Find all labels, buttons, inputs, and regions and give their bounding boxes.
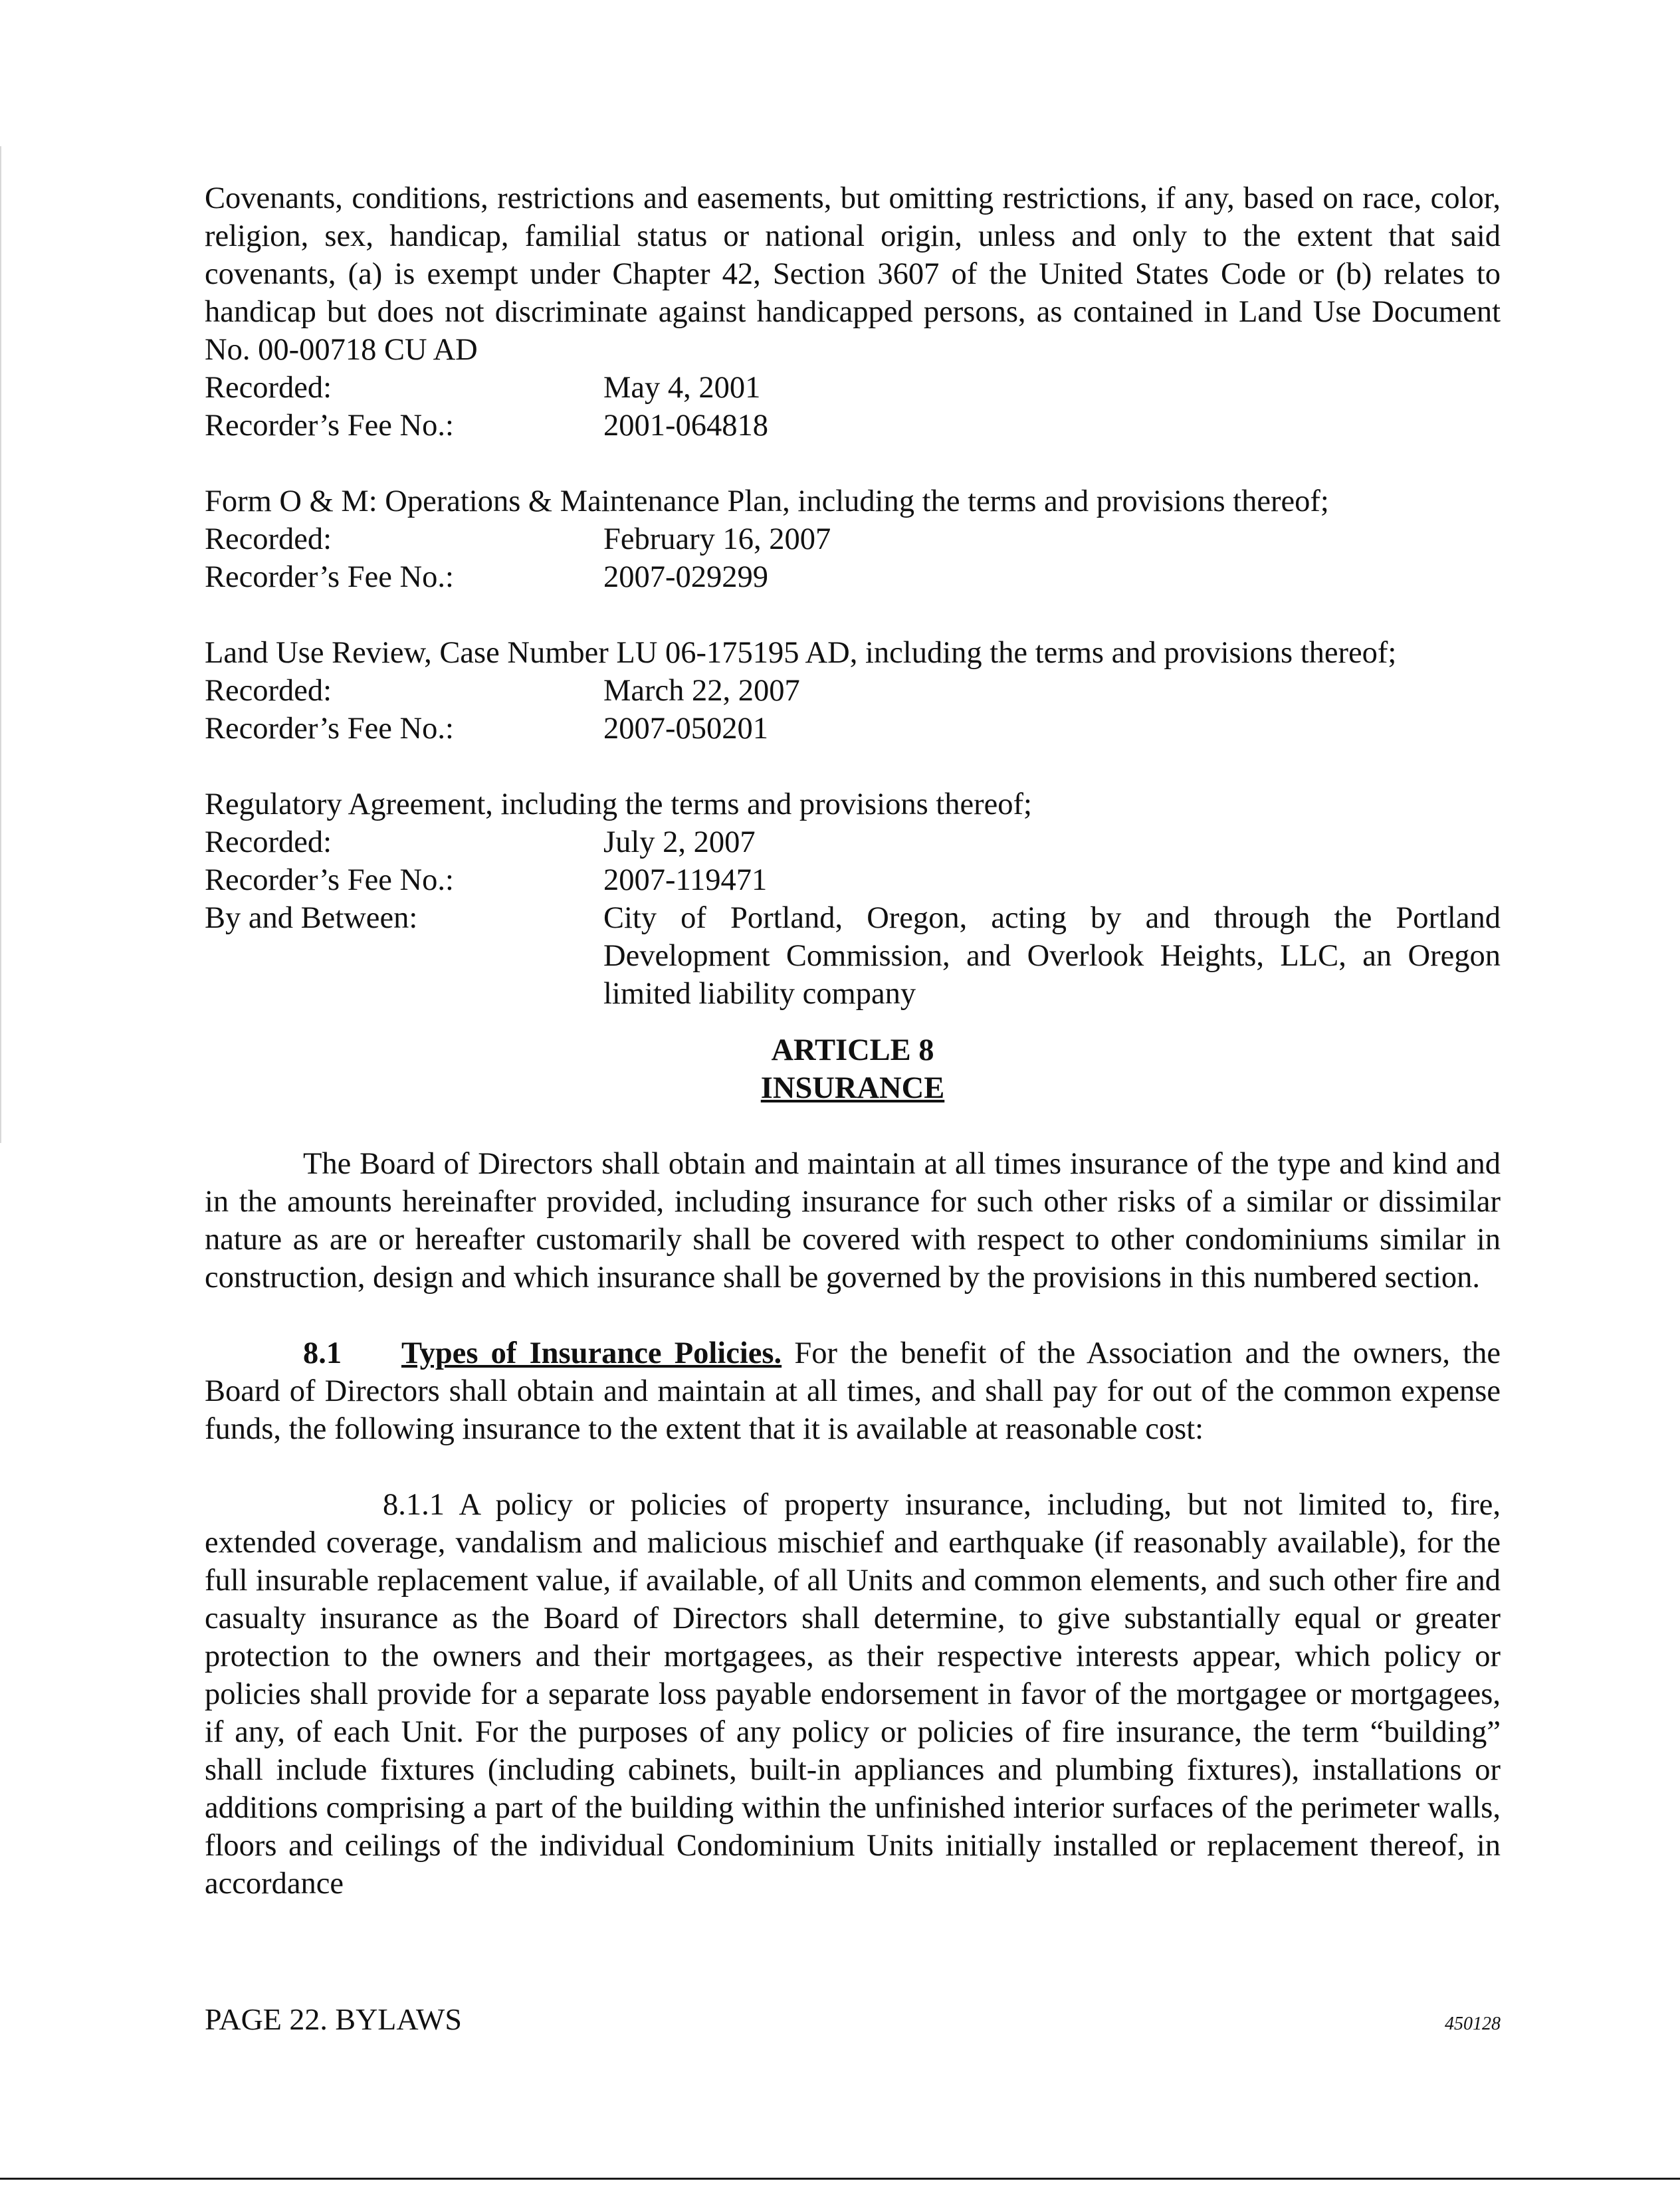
fee-number: 2007-119471 <box>603 863 768 897</box>
parties-label: By and Between: <box>205 901 418 935</box>
fee-row <box>205 558 1501 596</box>
fee-label: Recorder’s Fee No.: <box>205 409 454 443</box>
article-title: INSURANCE <box>760 1071 945 1105</box>
scan-edge <box>0 146 1 1143</box>
document-body <box>205 179 1501 1903</box>
recorded-label: Recorded: <box>205 674 332 708</box>
form-om-block <box>205 482 1501 596</box>
section-number: 8.1 <box>303 1336 342 1370</box>
parties-row <box>205 899 1501 1013</box>
recorded-row <box>205 823 1501 861</box>
recorded-row <box>205 369 1501 407</box>
regulatory-block <box>205 785 1501 1013</box>
recorded-date: February 16, 2007 <box>603 522 831 556</box>
covenants-text: Covenants, conditions, restrictions and easements, but omitting restrictions, if any, based on race, color, religion, sex, handicap, familial status or national origin, unless and only to the extent that said covenants, (a) is exempt under Chapter 42, Section 3607 of the United States Code or (b) relates to handicap but does not discriminate against handicapped persons, as contained in Land Use Document No. 00-00718 CU AD <box>205 181 1501 367</box>
recorded-row <box>205 672 1501 710</box>
covenants-block <box>205 179 1501 445</box>
fee-label: Recorder’s Fee No.: <box>205 712 454 746</box>
fee-row <box>205 407 1501 445</box>
article-heading <box>205 1031 1501 1107</box>
document-id: 450128 <box>1445 2014 1501 2034</box>
fee-row <box>205 861 1501 899</box>
page-label: PAGE 22. BYLAWS <box>205 2002 462 2036</box>
article-number: ARTICLE 8 <box>771 1033 934 1067</box>
page-footer <box>205 2002 1501 2037</box>
recorded-label: Recorded: <box>205 825 332 859</box>
recorded-date: July 2, 2007 <box>603 825 756 859</box>
fee-label: Recorder’s Fee No.: <box>205 560 454 594</box>
subsection-number: 8.1.1 <box>383 1488 445 1522</box>
article-intro: The Board of Directors shall obtain and maintain at all times insurance of the type and kind and in the amounts hereinafter provided, including insurance for such other risks of a similar or dissimilar nature as are or hereafter customarily shall be covered with respect to other condominiums similar in construction, design and which insurance shall be governed by the provisions in this numbered section. <box>205 1147 1501 1295</box>
fee-label: Recorder’s Fee No.: <box>205 863 454 897</box>
section-title: Types of Insurance Policies. <box>401 1336 782 1370</box>
section-8-1-1 <box>205 1486 1501 1903</box>
fee-number: 2007-029299 <box>603 560 768 594</box>
scan-edge-bottom <box>0 2178 1680 2180</box>
subsection-text: A policy or policies of property insurance, including, but not limited to, fire, extended coverage, vandalism and malicious mischief and earthquake (if reasonably available), for the full insurable replacement value, if available, of all Units and common elements, and such other fire and casualty insurance as the Board of Directors shall determine, to give substantially equal or greater protection to the owners and their mortgagees, as their respective interests appear, which policy or policies shall provide for a separate loss payable endorsement in favor of the mortgagee or mortgagees, if any, of each Unit. For the purposes of any policy or policies of fire insurance, the term “building” shall include fixtures (including cabinets, built-in appliances and plumbing fixtures), installations or additions comprising a part of the building within the unfinished interior surfaces of the perimeter walls, floors and ceilings of the individual Condominium Units initially installed or replacement thereof, in accordance <box>205 1488 1501 1901</box>
section-8-1 <box>205 1334 1501 1448</box>
land-use-block <box>205 634 1501 748</box>
recorded-date: March 22, 2007 <box>603 674 800 708</box>
form-om-text: Form O & M: Operations & Maintenance Plan, including the terms and provisions thereof; <box>205 484 1329 518</box>
recorded-row <box>205 520 1501 558</box>
fee-number: 2007-050201 <box>603 712 768 746</box>
land-use-text: Land Use Review, Case Number LU 06-175195 AD, including the terms and provisions thereof; <box>205 636 1397 670</box>
regulatory-text: Regulatory Agreement, including the terms and provisions thereof; <box>205 787 1032 821</box>
fee-row <box>205 710 1501 748</box>
parties-text: City of Portland, Oregon, acting by and through the Portland Development Commission, and Overlook Heights, LLC, an Oregon limited liability company <box>603 901 1501 1011</box>
section-text: For the benefit of the Association and the owners, the Board of Directors shall obtain and maintain at all times, and shall pay for out of the common expense funds, the following insurance to the extent that it is available at reasonable cost: <box>205 1336 1501 1446</box>
recorded-label: Recorded: <box>205 522 332 556</box>
fee-number: 2001-064818 <box>603 409 768 443</box>
recorded-label: Recorded: <box>205 371 332 405</box>
recorded-date: May 4, 2001 <box>603 371 761 405</box>
